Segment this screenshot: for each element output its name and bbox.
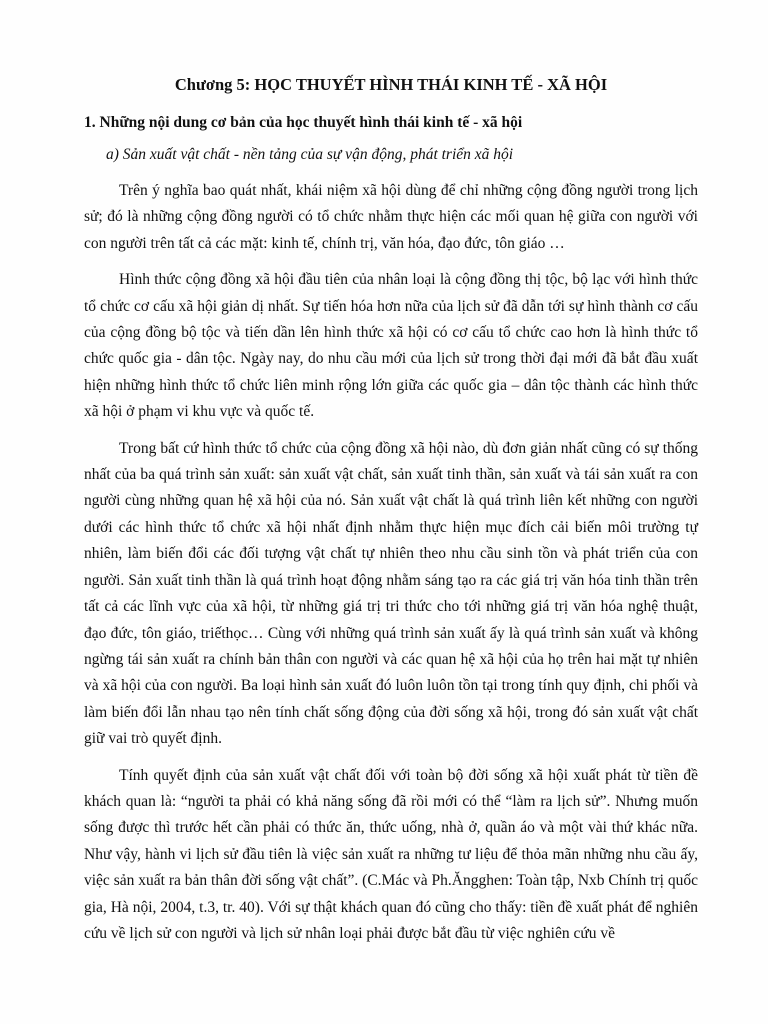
document-body xyxy=(84,70,698,947)
subsection-heading: a) Sản xuất vật chất - nền tảng của sự vận động, phát triển xã hội xyxy=(106,146,514,163)
body-paragraph: Trong bất cứ hình thức tổ chức của cộng đồng xã hội nào, dù đơn giản nhất cũng có sự thống nhất của ba quá trình sản xuất: sản xuất vật chất, sản xuất tinh thần, sản xuất và tái sản xuất ra con người cùng những quan hệ xã hội của nó. Sản xuất vật chất là quá trình liên kết những con người dưới các hình thức tổ chức xã hội nhất định nhằm thực hiện mục đích cải biến môi trường tự nhiên, làm biến đổi các đối tượng vật chất tự nhiên theo nhu cầu sinh tồn và phát triển của con người. Sản xuất tinh thần là quá trình hoạt động nhằm sáng tạo ra các giá trị văn hóa tinh thần trên tất cả các lĩnh vực của xã hội, từ những giá trị tri thức cho tới những giá trị văn hóa nghệ thuật, đạo đức, tôn giáo, triếthọc… Cùng với những quá trình sản xuất ấy là quá trình sản xuất và không ngừng tái sản xuất ra chính bản thân con người và các quan hệ xã hội của họ trên hai mặt tự nhiên và xã hội của con người. Ba loại hình sản xuất đó luôn luôn tồn tại trong tính quy định, chi phối và làm biến đổi lẫn nhau tạo nên tính chất sống động của đời sống xã hội, trong đó sản xuất vật chất giữ vai trò quyết định. xyxy=(84,439,698,748)
body-paragraph: Trên ý nghĩa bao quát nhất, khái niệm xã hội dùng để chỉ những cộng đồng người trong lịch sử; đó là những cộng đồng người có tổ chức nhằm thực hiện các mối quan hệ giữa con người với con người trên tất cả các mặt: kinh tế, chính trị, văn hóa, đạo đức, tôn giáo … xyxy=(84,182,698,252)
body-paragraph: Hình thức cộng đồng xã hội đầu tiên của nhân loại là cộng đồng thị tộc, bộ lạc với hình thức tổ chức cơ cấu xã hội giản dị nhất. Sự tiến hóa hơn nữa của lịch sử đã dẫn tới sự hình thành cơ cấu của cộng đồng bộ tộc và tiến dần lên hình thức xã hội có cơ cấu tổ chức cao hơn là hình thức tổ chức quốc gia - dân tộc. Ngày nay, do nhu cầu mới của lịch sử trong thời đại mới đã bắt đầu xuất hiện những hình thức tổ chức liên minh rộng lớn giữa các quốc gia – dân tộc thành các hình thức xã hội ở phạm vi khu vực và quốc tế. xyxy=(84,271,698,421)
chapter-title: Chương 5: HỌC THUYẾT HÌNH THÁI KINH TẾ - XÃ HỘI xyxy=(174,75,608,94)
body-paragraph: Tính quyết định của sản xuất vật chất đối với toàn bộ đời sống xã hội xuất phát từ tiền đề khách quan là: “người ta phải có khả năng sống đã rồi mới có thể “làm ra lịch sử”. Nhưng muốn sống được thì trước hết cần phải có thức ăn, thức uống, nhà ở, quần áo và một vài thứ khác nữa. Như vậy, hành vi lịch sử đầu tiên là việc sản xuất ra những tư liệu để thỏa mãn những nhu cầu ấy, việc sản xuất ra bản thân đời sống vật chất”. (C.Mác và Ph.Ăngghen: Toàn tập, Nxb Chính trị quốc gia, Hà nội, 2004, t.3, tr. 40). Với sự thật khách quan đó cũng cho thấy: tiền đề xuất phát để nghiên cứu về lịch sử con người và lịch sử nhân loại phải được bắt đầu từ việc nghiên cứu về xyxy=(84,766,698,942)
section-heading: 1. Những nội dung cơ bản của học thuyết hình thái kinh tế - xã hội xyxy=(84,114,523,131)
